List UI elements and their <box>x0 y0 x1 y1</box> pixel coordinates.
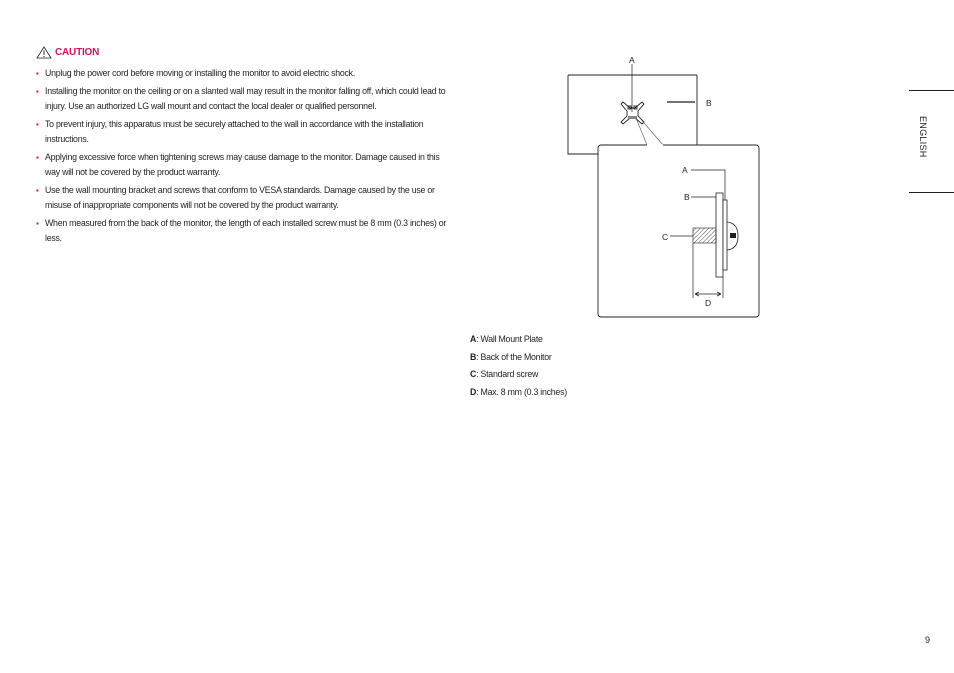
diagram-legend <box>470 334 567 404</box>
caution-list <box>36 66 448 249</box>
legend-item <box>470 369 567 387</box>
vesa-bracket-icon <box>621 102 644 124</box>
legend-text: : Standard screw <box>476 369 539 379</box>
legend-key: B <box>470 351 477 362</box>
list-item-text: Use the wall mounting bracket and screws that conform to VESA standards. Damage caused by the use or misuse of inappropriate components will not be covered by the product warranty. <box>45 184 435 210</box>
list-item <box>36 66 448 82</box>
list-item <box>36 117 448 148</box>
language-label: ENGLISH <box>918 116 928 158</box>
legend-text: : Wall Mount Plate <box>476 334 543 344</box>
bullet-icon: ▪ <box>36 185 39 195</box>
list-item-text: To prevent injury, this apparatus must be securely attached to the wall in accordance with the installation instructions. <box>45 118 424 144</box>
warning-triangle-icon <box>36 46 52 59</box>
label-d-detail: D <box>705 298 712 308</box>
list-item <box>36 183 448 214</box>
list-item <box>36 150 448 181</box>
list-item <box>36 216 448 247</box>
label-b-detail: B <box>684 192 690 202</box>
wall-mount-diagram <box>560 50 770 320</box>
legend-item <box>470 334 567 352</box>
list-item-text: Installing the monitor on the ceiling or on a slanted wall may result in the monitor falling off, which could lead to injury. Use an authorized LG wall mount and contact the local dealer or qualified personnel. <box>45 85 446 111</box>
bullet-icon: ▪ <box>36 86 39 96</box>
bullet-icon: ▪ <box>36 218 39 228</box>
list-item-text: Applying excessive force when tightening screws may cause damage to the monitor. Damage caused in this way will not be covered by the product warranty. <box>45 151 440 177</box>
page-number: 9 <box>925 635 931 645</box>
label-a-detail: A <box>682 165 688 175</box>
list-item-text: Unplug the power cord before moving or installing the monitor to avoid electric shock. <box>45 68 356 78</box>
caution-heading <box>36 46 99 59</box>
label-c-detail: C <box>662 232 669 242</box>
legend-key: C <box>470 369 477 379</box>
legend-item <box>470 387 567 405</box>
list-item <box>36 84 448 115</box>
detail-box <box>598 145 759 317</box>
bullet-icon: ▪ <box>36 69 39 78</box>
legend-key: D <box>470 386 477 397</box>
bullet-icon: ▪ <box>36 119 39 129</box>
legend-text: : Back of the Monitor <box>476 351 552 362</box>
label-a-top: A <box>629 55 635 65</box>
list-item-text: When measured from the back of the monitor, the length of each installed screw must be 8 mm (0.3 inches) or less. <box>45 217 447 243</box>
legend-text: : Max. 8 mm (0.3 inches) <box>476 386 567 397</box>
bullet-icon: ▪ <box>36 152 39 162</box>
legend-item <box>470 352 567 370</box>
language-tab <box>909 90 954 193</box>
caution-label: CAUTION <box>55 47 100 58</box>
screw-shaft <box>693 228 716 243</box>
label-b-top: B <box>706 98 712 108</box>
monitor-outline <box>568 75 697 145</box>
legend-key: A <box>470 334 477 344</box>
